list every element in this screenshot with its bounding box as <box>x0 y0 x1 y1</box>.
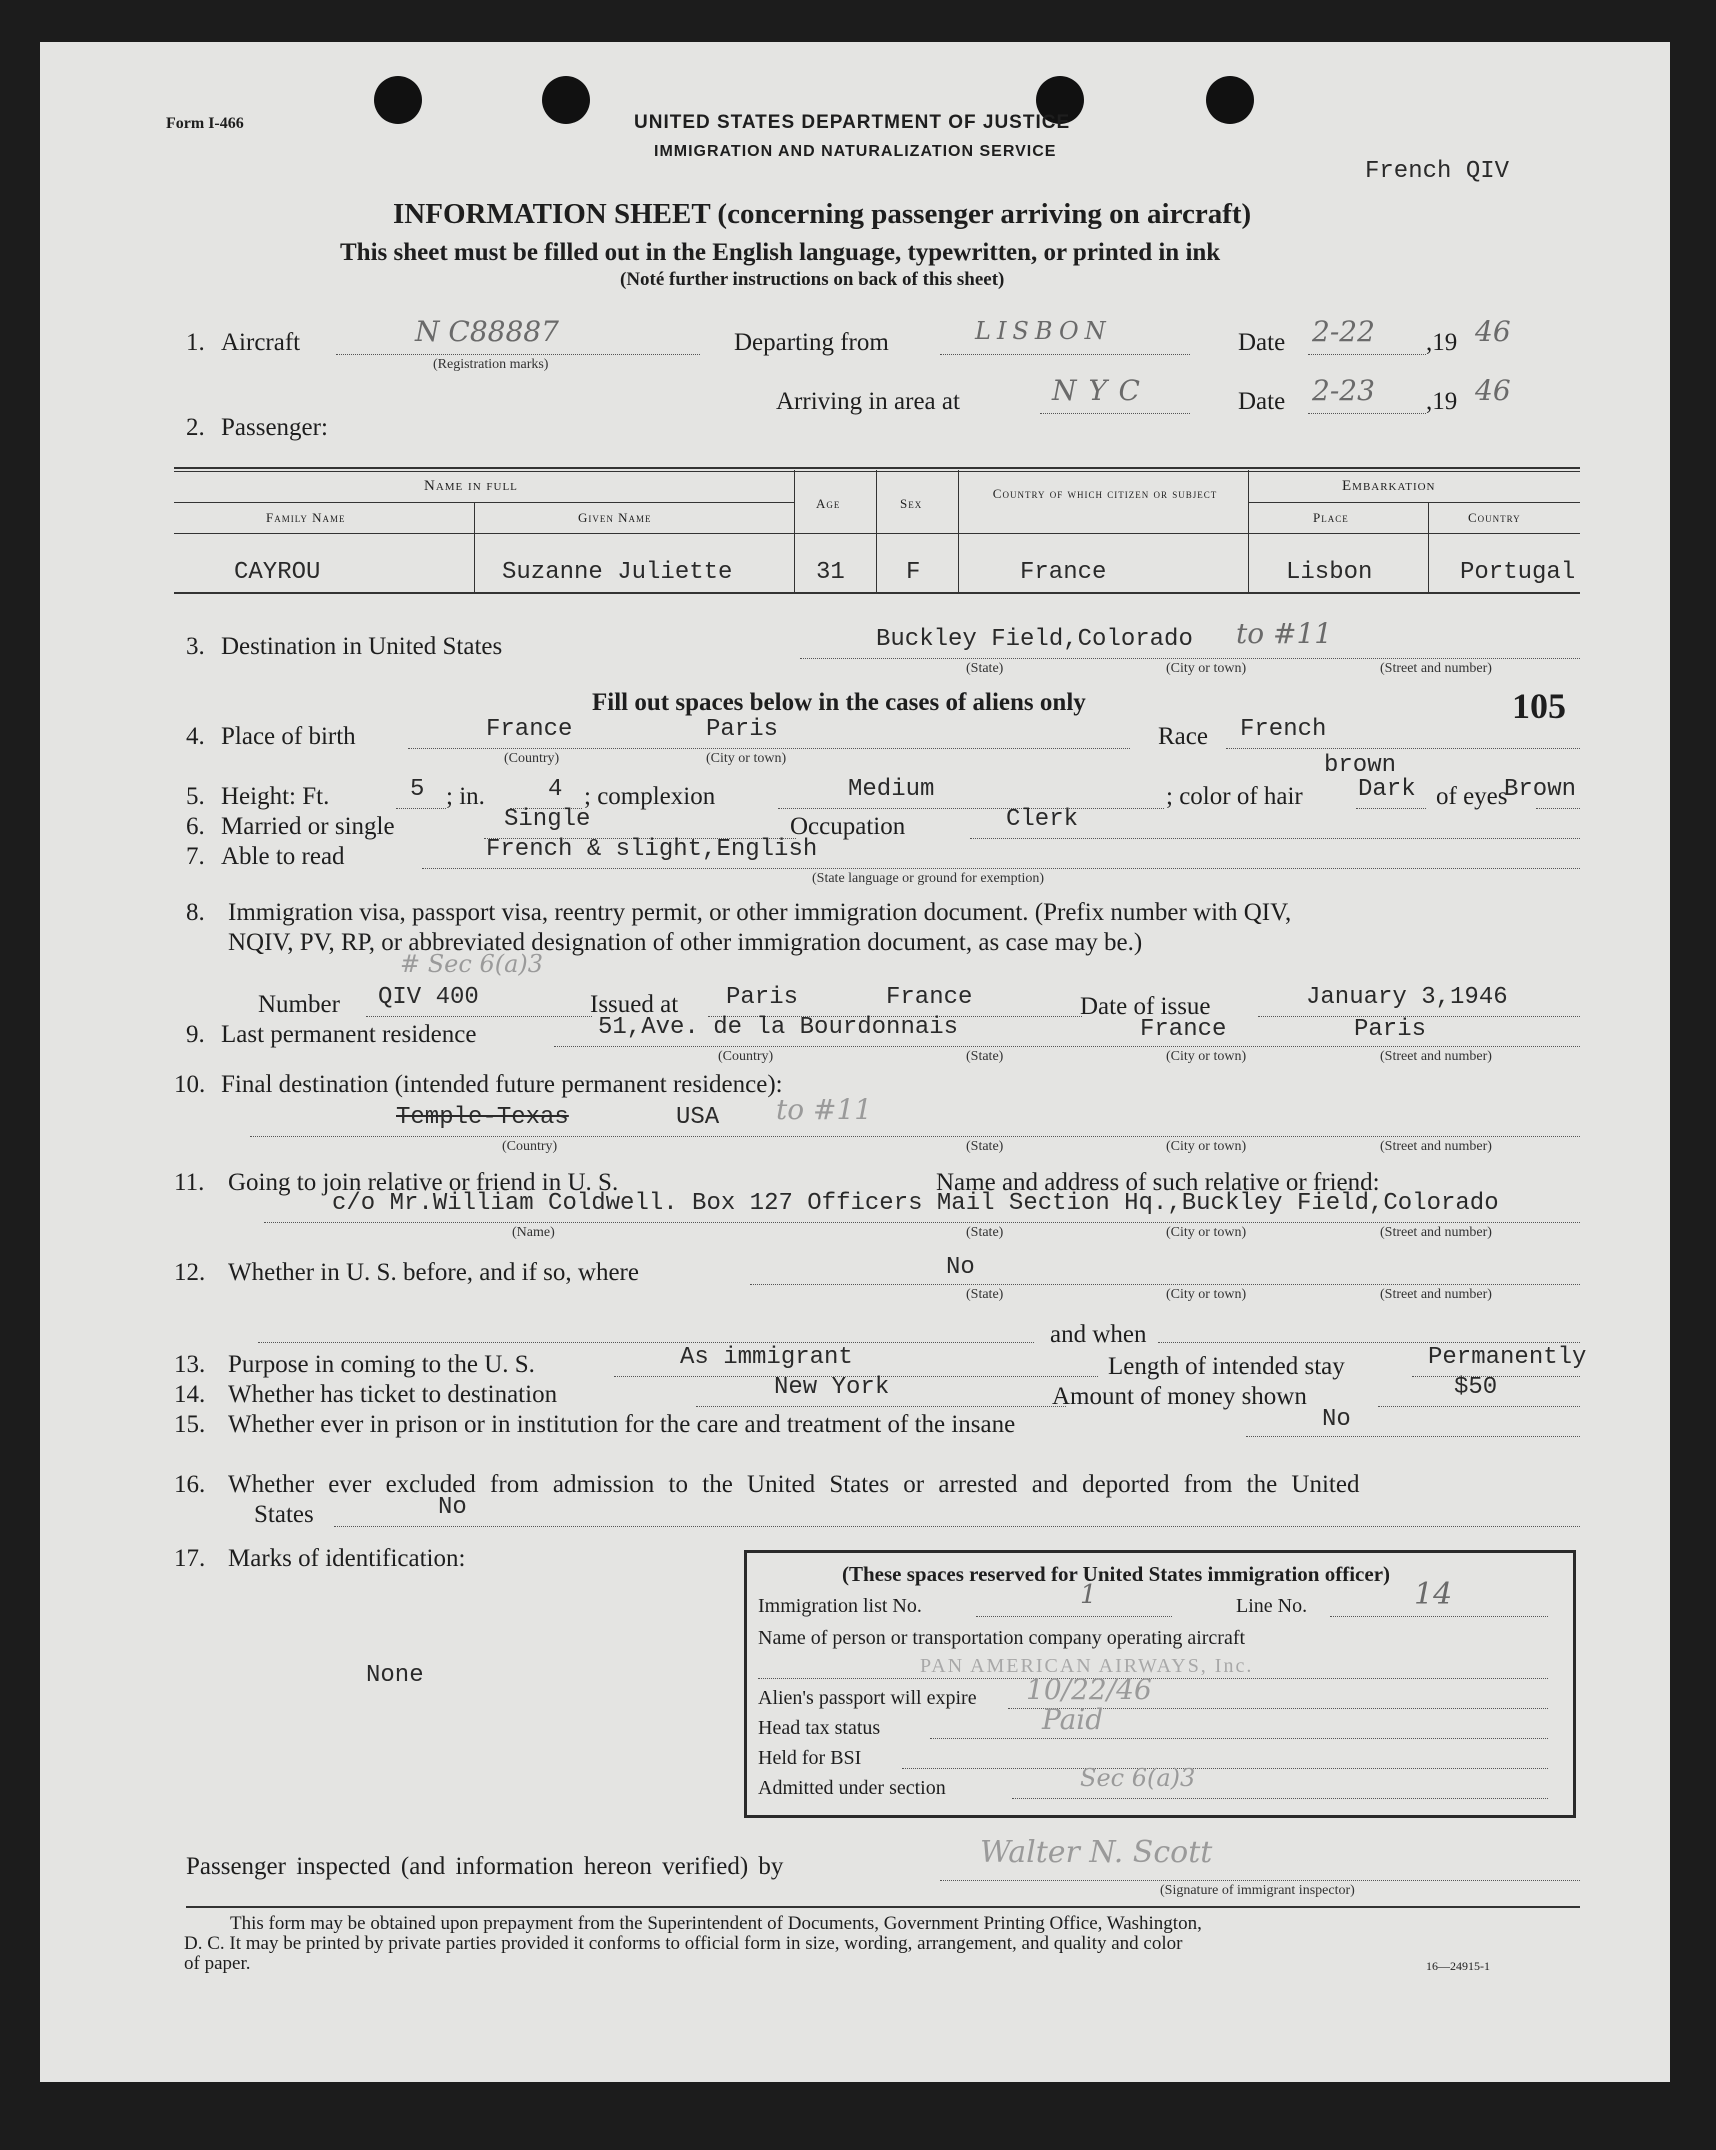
department-name: UNITED STATES DEPARTMENT OF JUSTICE <box>634 112 1071 133</box>
departure-year-value: 46 <box>1475 315 1511 348</box>
caption: (State) <box>966 661 1004 676</box>
aircraft-label: Aircraft <box>221 329 301 356</box>
occupation-value: Clerk <box>1006 806 1079 833</box>
aliens-note: Fill out spaces below in the cases of aliens only <box>592 689 1086 716</box>
stay-label: Length of intended stay <box>1108 1353 1345 1380</box>
occupation-label: Occupation <box>790 813 906 840</box>
hair-field[interactable] <box>1356 808 1426 809</box>
age-header: Age <box>816 496 841 511</box>
aircraft-field[interactable] <box>336 354 700 355</box>
section-value: Sec 6(a)3 <box>1080 1764 1196 1792</box>
caption: (City or town) <box>1166 1139 1247 1154</box>
item-number: 6. <box>186 813 205 840</box>
eyes-label: of eyes <box>1436 783 1508 810</box>
item-number: 10. <box>174 1071 206 1098</box>
when-label: and when <box>1050 1321 1147 1348</box>
final-destination-country-value: USA <box>676 1104 720 1131</box>
year-prefix: ,19 <box>1426 388 1458 415</box>
purpose-value: As immigrant <box>680 1344 853 1371</box>
hair-label: ; color of hair <box>1166 783 1303 810</box>
destination-value: Buckley Field,Colorado <box>876 626 1193 653</box>
form-number: Form I-466 <box>166 115 244 132</box>
prison-field[interactable] <box>1246 1436 1580 1437</box>
bsi-field[interactable] <box>902 1768 1548 1769</box>
eyes-value: Brown <box>1504 776 1577 803</box>
print-code: 16—24915-1 <box>1426 1959 1490 1973</box>
race-field[interactable] <box>1226 748 1580 749</box>
item-number: 14. <box>174 1381 206 1408</box>
residence-label: Last permanent residence <box>221 1021 477 1048</box>
table-divider <box>958 470 959 592</box>
table-divider <box>1248 470 1249 592</box>
caption: (Street and number) <box>1380 1225 1492 1240</box>
officer-box-title: (These spaces reserved for United States immigration officer) <box>842 1562 1391 1586</box>
item-number: 2. <box>186 414 205 441</box>
form-title: INFORMATION SHEET (concerning passenger arriving on aircraft) <box>393 198 1252 230</box>
birthplace-label: Place of birth <box>221 723 356 750</box>
ticket-field[interactable] <box>696 1406 1066 1407</box>
aircraft-value: N C88887 <box>415 315 559 348</box>
arrival-date-value: 2-23 <box>1312 374 1375 407</box>
money-field[interactable] <box>1378 1406 1580 1407</box>
identification-label: Marks of identification: <box>228 1545 466 1572</box>
citizenship-value: France <box>1020 559 1107 586</box>
item-number: 4. <box>186 723 205 750</box>
join-label: Going to join relative or friend in U. S. <box>228 1169 619 1196</box>
height-inches-value: 4 <box>548 776 563 803</box>
departing-value: LISBON <box>975 317 1112 345</box>
document-instructions: Immigration visa, passport visa, reentry permit, or other immigration document. (Prefix number with QIV, <box>228 899 1292 926</box>
year-prefix: ,19 <box>1426 329 1458 356</box>
family-name-value: CAYROU <box>234 559 321 586</box>
departing-label: Departing from <box>734 329 889 356</box>
destination-handwritten: to #11 <box>1236 617 1333 650</box>
caption: (Street and number) <box>1380 1287 1492 1302</box>
residence-country-value: France <box>1140 1016 1227 1043</box>
age-value: 31 <box>816 559 845 586</box>
inches-label: ; in. <box>446 783 485 810</box>
issued-country-value: France <box>886 984 973 1011</box>
section-label: Admitted under section <box>758 1777 946 1799</box>
race-label: Race <box>1158 723 1208 750</box>
passport-expiry-label: Alien's passport will expire <box>758 1687 977 1709</box>
number-label: Number <box>258 991 340 1018</box>
list-field[interactable] <box>976 1616 1172 1617</box>
family-name-header: Family Name <box>266 510 346 525</box>
head-tax-label: Head tax status <box>758 1717 881 1739</box>
company-value: PAN AMERICAN AIRWAYS, Inc. <box>920 1655 1254 1677</box>
sex-header: Sex <box>900 496 923 511</box>
marital-label: Married or single <box>221 813 395 840</box>
height-label: Height: Ft. <box>221 783 330 810</box>
table-rule <box>174 502 794 503</box>
table-bottom-rule <box>174 592 1580 594</box>
item-number: 11. <box>174 1169 205 1196</box>
caption: (Street and number) <box>1380 1139 1492 1154</box>
list-value: 1 <box>1080 1580 1097 1610</box>
inspector-signature: Walter N. Scott <box>980 1835 1213 1870</box>
eyes-field[interactable] <box>1536 808 1580 809</box>
final-destination-handwritten: to #11 <box>776 1093 873 1126</box>
issue-date-label: Date of issue <box>1080 993 1211 1020</box>
marital-value: Single <box>504 806 591 833</box>
footer-rule <box>186 1906 1580 1908</box>
caption: (State) <box>966 1049 1004 1064</box>
date-label: Date <box>1238 388 1286 415</box>
caption: (Street and number) <box>1380 1049 1492 1064</box>
passport-expiry-value: 10/22/46 <box>1026 1673 1152 1706</box>
read-label: Able to read <box>221 843 345 870</box>
document-number-field[interactable] <box>366 1016 592 1017</box>
caption: (City or town) <box>1166 1049 1247 1064</box>
caption: (Country) <box>718 1049 774 1064</box>
final-destination-field[interactable] <box>250 1136 1580 1137</box>
form-note: (Noté further instructions on back of this sheet) <box>620 269 1005 290</box>
embarkation-place-value: Lisbon <box>1286 559 1373 586</box>
caption: (Country) <box>504 751 560 766</box>
form-subtitle: This sheet must be filled out in the English language, typewritten, or printed in ink <box>340 239 1221 266</box>
item-number: 15. <box>174 1411 206 1438</box>
footer-text: of paper. <box>184 1953 251 1974</box>
punch-hole <box>1206 76 1254 124</box>
footer-text: This form may be obtained upon prepayment from the Superintendent of Documents, Government Printing Office, Washington, <box>230 1913 1202 1934</box>
page-number: 105 <box>1512 686 1566 726</box>
arrival-year-value: 46 <box>1475 374 1511 407</box>
passenger-label: Passenger: <box>221 414 328 441</box>
height-feet-field[interactable] <box>396 808 446 809</box>
departing-field[interactable] <box>940 354 1190 355</box>
caption: (State) <box>966 1287 1004 1302</box>
item-number: 8. <box>186 899 205 926</box>
company-field[interactable] <box>758 1678 1548 1679</box>
arriving-label: Arriving in area at <box>776 388 960 415</box>
relative-field[interactable] <box>264 1222 1580 1223</box>
table-rule <box>1248 502 1580 503</box>
residence-city-value: Paris <box>1354 1016 1427 1043</box>
caption: (Street and number) <box>1380 661 1492 676</box>
residence-field[interactable] <box>554 1046 1580 1047</box>
table-divider <box>794 470 795 592</box>
caption: (City or town) <box>706 751 787 766</box>
relative-name-label: Name and address of such relative or friend: <box>936 1169 1380 1196</box>
place-header: Place <box>1313 510 1349 525</box>
head-tax-field[interactable] <box>930 1738 1548 1739</box>
document-number-value: QIV 400 <box>378 984 479 1011</box>
table-divider <box>876 470 877 592</box>
caption: (State language or ground for exemption) <box>812 871 1045 886</box>
caption: (City or town) <box>1166 661 1247 676</box>
stay-value: Permanently <box>1428 1344 1587 1371</box>
line-label: Line No. <box>1236 1595 1308 1617</box>
issued-city-value: Paris <box>726 984 799 1011</box>
excluded-value: No <box>438 1494 467 1521</box>
excluded-label: Whether ever excluded from admission to the United States or arrested and deported from the United <box>228 1471 1360 1498</box>
line-value: 14 <box>1414 1577 1453 1612</box>
embarkation-country-value: Portugal <box>1460 559 1576 586</box>
relative-value: c/o Mr.William Coldwell. Box 127 Officers Mail Section Hq.,Buckley Field,Colorado <box>332 1190 1499 1217</box>
bsi-label: Held for BSI <box>758 1747 862 1769</box>
arrival-date-field[interactable] <box>1308 413 1426 414</box>
prison-value: No <box>1322 1406 1351 1433</box>
arriving-field[interactable] <box>1040 413 1190 414</box>
item-number: 13. <box>174 1351 206 1378</box>
punch-hole <box>374 76 422 124</box>
race-value: French <box>1240 716 1327 743</box>
previous-visit-field-2[interactable] <box>258 1342 1034 1343</box>
item-number: 12. <box>174 1259 206 1286</box>
item-number: 17. <box>174 1545 206 1572</box>
item-number: 16. <box>174 1471 206 1498</box>
destination-field[interactable] <box>800 658 1580 659</box>
read-field[interactable] <box>422 868 1580 869</box>
company-label: Name of person or transportation company operating aircraft <box>758 1627 1246 1649</box>
sex-value: F <box>906 559 921 586</box>
document-handwritten: # Sec 6(a)3 <box>400 950 544 978</box>
item-number: 3. <box>186 633 205 660</box>
previous-visit-value: No <box>946 1254 975 1281</box>
table-top-rule <box>174 467 1580 469</box>
hair-handwritten-above: brown <box>1324 752 1397 779</box>
birthplace-field[interactable] <box>408 748 1130 749</box>
hair-value: Dark <box>1358 776 1416 803</box>
previous-visit-label: Whether in U. S. before, and if so, where <box>228 1259 639 1286</box>
table-divider <box>474 502 475 592</box>
caption: (Registration marks) <box>433 357 549 372</box>
document-instructions: NQIV, PV, RP, or abbreviated designation of other immigration document, as case may be.) <box>228 929 1143 956</box>
read-value: French & slight,English <box>486 836 818 863</box>
item-number: 1. <box>186 329 205 356</box>
table-divider <box>1428 502 1429 592</box>
final-destination-label: Final destination (intended future permanent residence): <box>221 1071 783 1098</box>
residence-street-value: 51,Ave. de la Bourdonnais <box>598 1014 959 1041</box>
citizenship-header: Country of which citizen or subject <box>992 486 1218 501</box>
inspection-label: Passenger inspected (and information hereon verified) by <box>186 1853 784 1880</box>
head-tax-value: Paid <box>1042 1703 1104 1736</box>
date-label: Date <box>1238 329 1286 356</box>
caption: (Country) <box>502 1139 558 1154</box>
caption: (State) <box>966 1139 1004 1154</box>
caption: (City or town) <box>1166 1287 1247 1302</box>
excluded-label-2: States <box>254 1501 314 1528</box>
excluded-field[interactable] <box>334 1526 1580 1527</box>
footer-text: D. C. It may be printed by private parties provided it conforms to official form in size, wording, arrangement, and quality and color <box>184 1933 1183 1954</box>
classification-note: French QIV <box>1365 158 1510 185</box>
given-name-header: Given Name <box>578 510 652 525</box>
occupation-field[interactable] <box>970 838 1580 839</box>
item-number: 5. <box>186 783 205 810</box>
country-header: Country <box>1468 510 1521 525</box>
arriving-value: NYC <box>1052 374 1152 407</box>
embarkation-header: Embarkation <box>1342 478 1436 494</box>
destination-label: Destination in United States <box>221 633 503 660</box>
birth-country-value: France <box>486 716 573 743</box>
previous-visit-field[interactable] <box>750 1284 1580 1285</box>
form-sheet <box>40 42 1670 2082</box>
section-field[interactable] <box>1012 1798 1548 1799</box>
caption: (City or town) <box>1166 1225 1247 1240</box>
money-label: Amount of money shown <box>1052 1383 1307 1410</box>
table-rule <box>174 533 1580 534</box>
issue-date-value: January 3,1946 <box>1306 984 1508 1011</box>
table-top-rule <box>174 471 1580 472</box>
punch-hole <box>542 76 590 124</box>
departure-date-field[interactable] <box>1308 354 1426 355</box>
complexion-value: Medium <box>848 776 935 803</box>
complexion-label: ; complexion <box>584 783 716 810</box>
service-name: IMMIGRATION AND NATURALIZATION SERVICE <box>654 143 1057 160</box>
item-number: 7. <box>186 843 205 870</box>
item-number: 9. <box>186 1021 205 1048</box>
given-name-value: Suzanne Juliette <box>502 559 733 586</box>
previous-visit-when-field[interactable] <box>1158 1342 1580 1343</box>
line-field[interactable] <box>1330 1616 1548 1617</box>
complexion-field[interactable] <box>778 808 1164 809</box>
signature-field[interactable] <box>940 1880 1580 1881</box>
departure-date-value: 2-22 <box>1312 315 1375 348</box>
list-label: Immigration list No. <box>758 1595 922 1617</box>
purpose-label: Purpose in coming to the U. S. <box>228 1351 535 1378</box>
birth-city-value: Paris <box>706 716 779 743</box>
caption: (State) <box>966 1225 1004 1240</box>
issued-label: Issued at <box>590 991 679 1018</box>
identification-value: None <box>366 1662 424 1689</box>
name-in-full-header: Name in full <box>424 478 518 494</box>
height-feet-value: 5 <box>410 776 425 803</box>
money-value: $50 <box>1454 1374 1498 1401</box>
final-destination-struck-value: Temple-Texas <box>396 1104 569 1131</box>
caption: (Name) <box>512 1225 555 1240</box>
prison-label: Whether ever in prison or in institution for the care and treatment of the insane <box>228 1411 1016 1438</box>
ticket-label: Whether has ticket to destination <box>228 1381 558 1408</box>
caption: (Signature of immigrant inspector) <box>1160 1883 1355 1898</box>
ticket-value: New York <box>774 1374 890 1401</box>
